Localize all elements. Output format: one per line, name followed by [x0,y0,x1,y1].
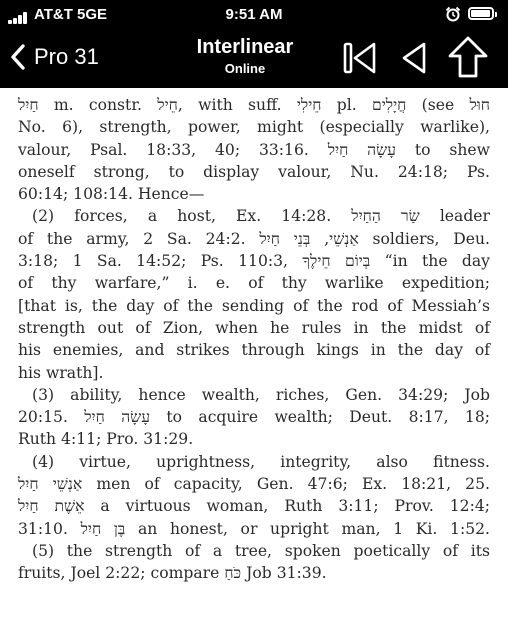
entry-line: fruits, Joel 2:22; compare כֹּחַ Job 31:39. [18,564,327,583]
entry-line: (5) the strength of a tree, spoken poetically of its [32,541,490,560]
previous-icon[interactable] [394,38,434,78]
page-title: Interlinear [196,36,294,58]
entry-line: אֵשֶׁת חַיִל a virtuous woman, Ruth 3:11; Prov. 12:4; [18,497,490,516]
battery-icon [468,7,494,20]
entry-line: (2) forces, a host, Ex. 14:28. שַׂר הַחַיִל leader [32,207,490,226]
entry-line: חַיִל m. constr. חֵיל, with suff. חֵילִי pl. חֲיָלִים (see חוּל [18,96,490,114]
entry-line: No. 6), strength, power, might (especially warlike), [18,118,490,137]
entry-line: valour, Psal. 18:33, 40; 33:16. עָשָׂה חַיִל to shew [18,140,490,159]
alarm-clock-icon [445,6,461,22]
connection-status: Online [224,61,266,76]
back-button-label: Pro 31 [34,44,99,69]
status-bar [0,0,508,30]
entry-line: Ruth 4:11; Pro. 31:29. [18,430,194,449]
nav-title-block [170,36,320,76]
top-bar [0,0,508,88]
lexicon-page [0,88,508,640]
entry-line: of thy warfare,” i. e. of thy warlike expedition; [18,274,490,293]
entry-line: strength out of Zion, when he rules in the midst of [18,318,490,337]
entry-line: 20:15. עָשָׂה חַיִל to acquire wealth; Deut. 8:17, 18; [18,408,490,427]
entry-line: [that is, the day of the sending of the rod of Messiah’s [18,296,490,315]
entry-line: his wrath]. [18,363,104,382]
lexicon-entry [18,94,490,585]
carrier-label: AT&T 5GE [34,6,108,23]
chevron-left-icon [10,43,26,71]
entry-line: (4) virtue, uprightness, integrity, also fitness. [32,452,490,471]
entry-line: (3) ability, hence wealth, riches, Gen. 34:29; Job [32,385,490,404]
entry-line: אַנְשֵׁי חַיִל men of capacity, Gen. 47:6; Ex. 18:21, 25. [18,475,490,494]
entry-line: 31:10. בֶּן חַיִל an honest, or upright man, 1 Ki. 1:52. [18,519,490,538]
entry-line: 60:14; 108:14. Hence— [18,185,205,204]
entry-line: his enemies, and strikes through kings in the day of [18,341,490,360]
entry-line: oneself strong, to display valour, Nu. 24:18; Ps. [18,162,490,181]
entry-line: of the army, 2 Sa. 24:2. אַנְשֵׁי, בְּנֵי חַיִל soldiers, Deu. [18,229,490,248]
skip-to-start-icon[interactable] [340,38,380,78]
back-button[interactable] [10,40,99,74]
entry-line: 3:18; 1 Sa. 14:52; Ps. 110:3, בְּיוֹם חֵילֶךָ “in the day [18,252,490,271]
clock: 9:51 AM [225,6,283,23]
up-arrow-icon[interactable] [446,35,490,79]
navigation-bar [0,30,508,88]
